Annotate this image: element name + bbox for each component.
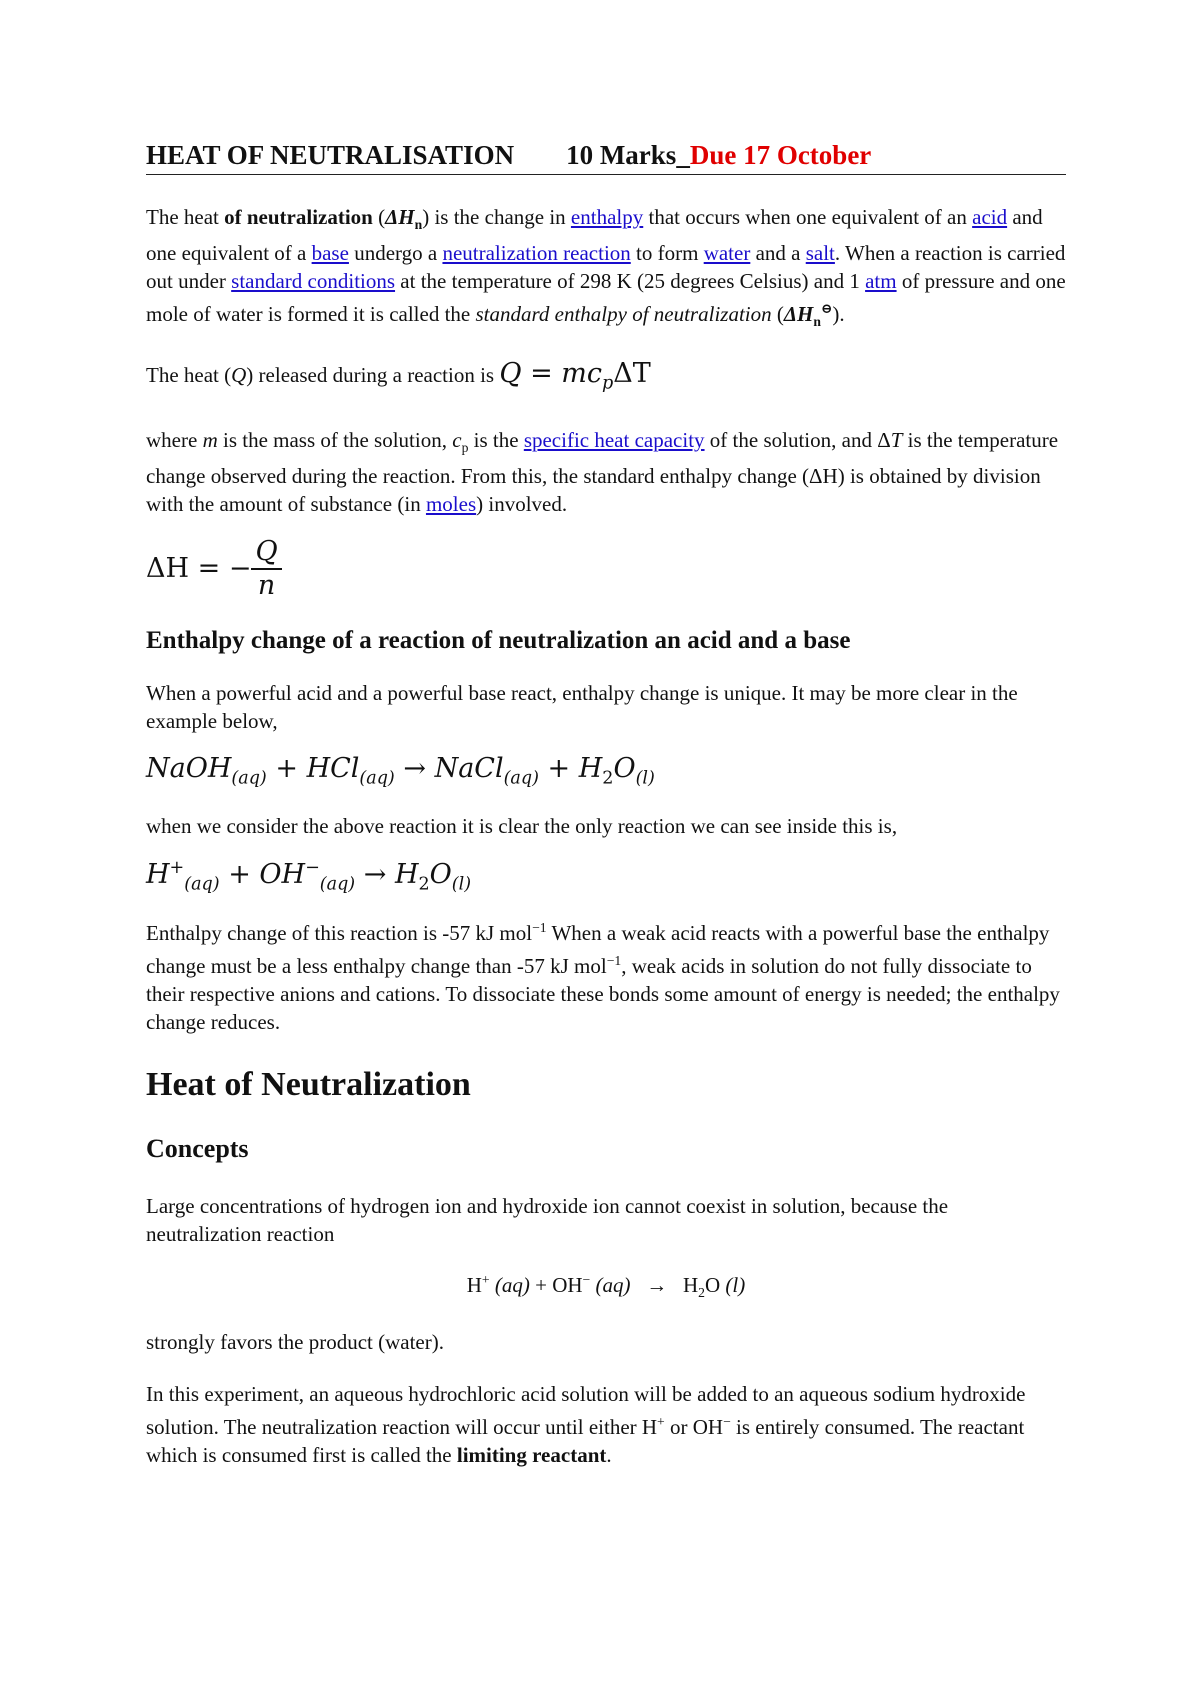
link-standard-conditions[interactable]: standard conditions <box>231 269 396 294</box>
link-neutralization-reaction[interactable]: neutralization reaction <box>442 241 631 266</box>
intro-paragraph: The heat of neutralization $(\Delta H_n)$ is the change in enthalpy that occurs when one equivalent of an acid and one equivalent of a base undergo a neutralization reaction to form water and a salt. When a reaction is carried out under standard conditions at the temperature of 298 K (25 degrees Celsius) and 1 atm of pressure and one mole of water is formed it is called the standard enthalpy of neutralization $(\Delta H_n^⊖)$. <box>146 205 1066 330</box>
document-page <box>146 140 1066 1469</box>
section1-paragraph-1: When a powerful acid and a powerful base react, enthalpy change is unique. It may be more clear in the example below, <box>146 680 1018 733</box>
link-water[interactable]: water <box>703 241 751 266</box>
concepts-paragraph-1: Large concentrations of hydrogen ion and hydroxide ion cannot coexist in solution, because the neutralization reaction <box>146 1194 949 1247</box>
link-moles[interactable]: moles <box>425 491 477 516</box>
heading-heat-of-neutralization: Heat of Neutralization <box>146 1066 471 1104</box>
heat-paragraph: The heat (Q) released during a reaction is $Q = mc_p\Delta T$ <box>146 358 651 394</box>
ionic-equation: $H^+_{(aq)} + OH^-_{(aq)} \to H_2O_{(l)}$ <box>146 858 472 895</box>
section-heading-enthalpy: Enthalpy change of a reaction of neutralization an acid and a base <box>146 626 851 654</box>
link-salt[interactable]: salt <box>805 241 835 266</box>
heading-concepts: Concepts <box>146 1134 249 1164</box>
delta-h-equation: ΔH = − $\frac{Q}{n}$ <box>146 538 1066 601</box>
section1-paragraph-3: Enthalpy change of this reaction is -57 kJ mol$^{-1}$ When a weak acid reacts with a powerful base the enthalpy change must be a less enthalpy change than -57 kJ mol$^{-1}$, weak acids in solution do not fully dissociate to their respective anions and cations. To dissociate these bonds some amount of energy is needed; the enthalpy change reduces. <box>146 920 1060 1035</box>
concepts-paragraph-2: strongly favors the product (water). <box>146 1329 444 1354</box>
where-paragraph: where m is the mass of the solution, $c_p$ is the specific heat capacity of the solution, and ΔT is the temperature change observed during the reaction. From this, the standard enthalpy change (ΔH) is obtained by division with the amount of substance (in moles) involved. <box>146 427 1059 516</box>
link-enthalpy[interactable]: enthalpy <box>570 205 644 229</box>
link-atm[interactable]: atm <box>865 269 897 294</box>
heat-equation: $Q = mc_p\Delta T$ <box>499 358 651 394</box>
link-acid[interactable]: acid <box>972 205 1008 229</box>
naoh-hcl-equation: NaOH$_{(aq)}$ + HCl$_{(aq)}$ → NaCl$_{(aq)}$ + $H_2O_{(l)}$ <box>146 752 655 789</box>
section1-paragraph-2: when we consider the above reaction it is clear the only reaction we can see inside this is, <box>146 814 898 839</box>
marks-label: 10 Marks_ <box>566 140 690 170</box>
link-base[interactable]: base <box>311 241 349 266</box>
neutralization-equation: H+ (aq) + OH− (aq) → $H_2O$ (l) <box>466 1272 746 1301</box>
link-specific-heat-capacity[interactable]: specific heat capacity <box>523 427 705 452</box>
document-header <box>146 140 1066 175</box>
due-date: Due 17 October <box>689 140 872 170</box>
concepts-paragraph-3: In this experiment, an aqueous hydrochloric acid solution will be added to an aqueous sodium hydroxide solution. The neutralization reaction will occur until either H+ or OH− is entirely consumed. The reactant which is consumed first is called the limiting reactant. <box>146 1381 1026 1467</box>
document-title: HEAT OF NEUTRALISATION <box>146 140 515 170</box>
